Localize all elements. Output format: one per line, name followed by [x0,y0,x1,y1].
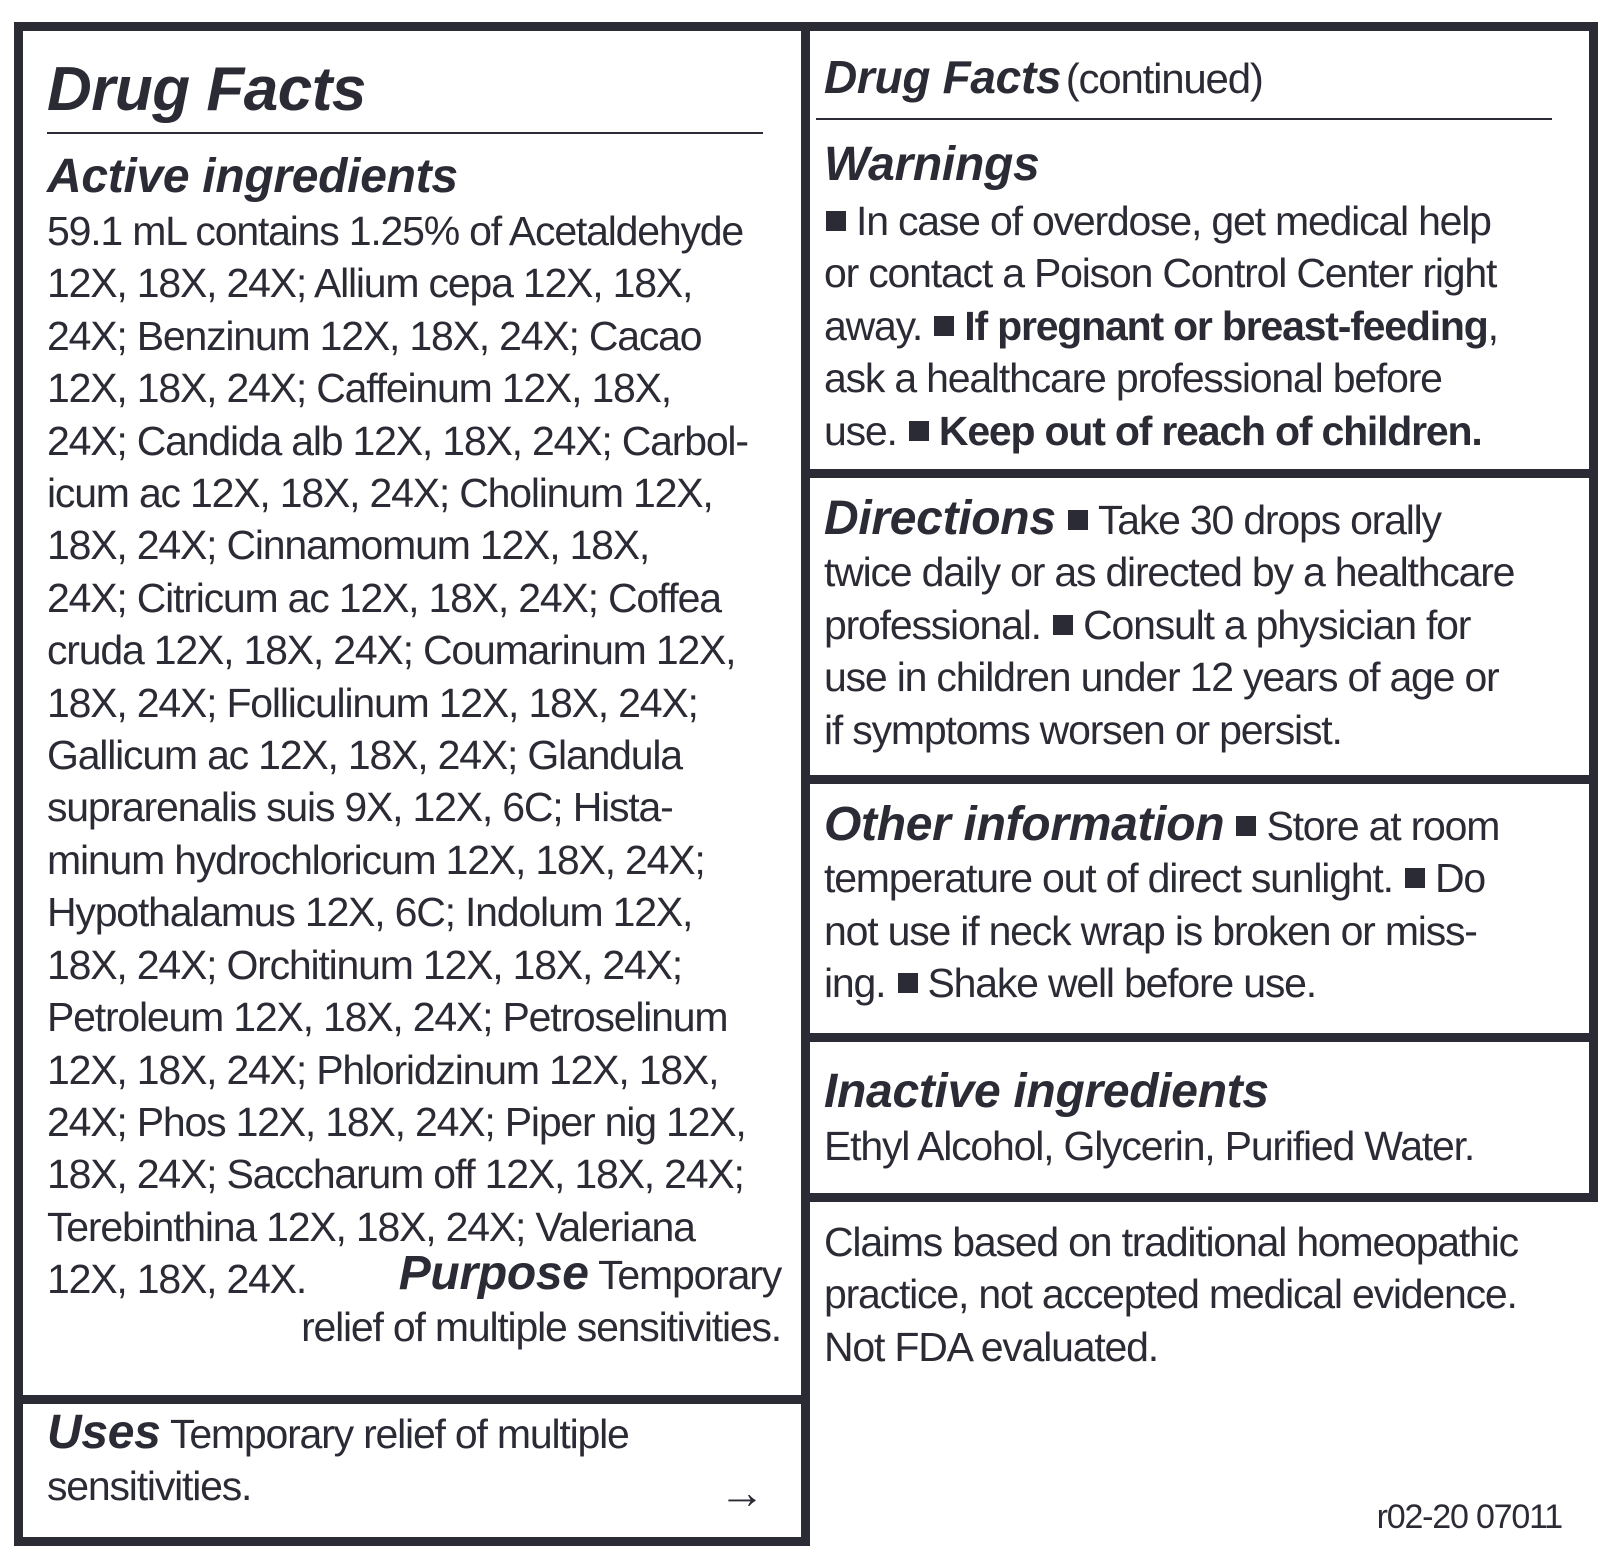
active-ingredient-line: 12X, 18X, 24X; Phloridzinum 12X, 18X, [47,1046,719,1093]
right-title-rule [816,118,1552,120]
active-ingredient-line: 59.1 mL contains 1.25% of Acetaldehyde [47,208,743,254]
active-ingredient-line: 12X, 18X, 24X; Allium cepa 12X, 18X, [47,260,693,307]
right-title-suffix: (continued) [1065,55,1263,102]
uses-heading: Uses [47,1406,161,1459]
warnings-heading: Warnings [824,138,1040,191]
active-ingredients-heading: Active ingredients [47,150,458,203]
active-ingredient-line: cruda 12X, 18X, 24X; Coumarinum 12X, [47,627,736,674]
label-code: r02-20 07011 [1376,1498,1562,1536]
directions-line-1: Take 30 drops orally [1097,497,1441,543]
bullet-icon [826,211,846,231]
active-ingredient-line: Gallicum ac 12X, 18X, 24X; Glandula [47,732,682,779]
directions-line-5: if symptoms worsen or persist. [824,706,1342,753]
active-ingredient-line: Terebinthina 12X, 18X, 24X; Valeriana [47,1203,695,1250]
warnings-section [810,31,1589,478]
purpose-text-1: Temporary [598,1252,781,1298]
warnings-line-1: In case of overdose, get medical help [856,198,1491,244]
right-title: Drug Facts [824,51,1062,103]
inactive-ingredients-text: Ethyl Alcohol, Glycerin, Purified Water. [824,1123,1475,1169]
inactive-ingredients-section [810,1042,1589,1193]
uses-block [47,1406,767,1518]
other-line-2b: Do [1434,855,1485,902]
bullet-icon [934,316,954,336]
active-ingredient-line: icum ac 12X, 18X, 24X; Cholinum 12X, [47,470,713,517]
directions-text [824,494,1514,756]
inactive-ingredients-heading: Inactive ingredients [824,1065,1269,1118]
purpose-block [301,1249,781,1354]
active-ingredient-line: 18X, 24X; Orchitinum 12X, 18X, 24X; [47,941,682,988]
continue-arrow-icon: → [719,1466,765,1518]
uses-text-1: Temporary relief of multiple [170,1411,629,1457]
warnings-line-3a: away. [824,302,923,349]
claims-line: Not FDA evaluated. [824,1323,1158,1370]
warnings-line-4: ask a healthcare professional before [824,355,1442,402]
claims-text [824,1216,1518,1373]
bullet-icon [1068,510,1088,530]
children-warning: Keep out of reach of children. [938,407,1482,454]
other-information-heading: Other information [824,798,1225,851]
other-line-2a: temperature out of direct sunlight. [824,855,1393,902]
left-drug-facts-panel [14,22,810,1404]
active-ingredient-line: Petroleum 12X, 18X, 24X; Petroselinum [47,994,728,1041]
bullet-icon [898,973,918,993]
left-title: Drug Facts [47,55,366,124]
bullet-icon [1053,615,1073,635]
directions-heading: Directions [824,492,1056,545]
claims-line: Claims based on traditional homeopathic [824,1219,1518,1265]
bullet-icon [1405,868,1425,888]
directions-line-2: twice daily or as directed by a healthcare [824,549,1515,596]
active-ingredient-line: 24X; Benzinum 12X, 18X, 24X; Cacao [47,312,702,359]
pregnant-warning: If pregnant or breast-feeding [964,302,1488,349]
warnings-comma: , [1487,302,1498,349]
other-line-1: Store at room [1266,803,1500,849]
active-ingredient-line: 24X; Candida alb 12X, 18X, 24X; Carbol- [47,417,748,464]
active-ingredients-text [47,205,787,1306]
bullet-icon [1236,816,1256,836]
right-title-line [824,53,1263,105]
active-ingredient-line: suprarenalis suis 9X, 12X, 6C; Hista- [47,784,673,831]
active-ingredient-line: 18X, 24X; Saccharum off 12X, 18X, 24X; [47,1151,744,1198]
warnings-line-2: or contact a Poison Control Center right [824,250,1497,297]
active-ingredient-line: 18X, 24X; Cinnamomum 12X, 18X, [47,522,650,569]
active-ingredient-line: 24X; Citricum ac 12X, 18X, 24X; Coffea [47,574,721,621]
uses-text-2: sensitivities. [47,1463,252,1510]
directions-line-4: use in children under 12 years of age or [824,654,1499,701]
title-rule [47,132,763,134]
active-ingredient-line: 24X; Phos 12X, 18X, 24X; Piper nig 12X, [47,1098,746,1145]
directions-line-3a: professional. [824,601,1041,648]
uses-panel [14,1395,810,1546]
other-information-section [810,784,1589,1042]
directions-section [810,478,1589,784]
other-line-4b: Shake well before use. [927,960,1316,1007]
active-ingredient-line: 12X, 18X, 24X. [47,1256,307,1303]
active-ingredient-line: Hypothalamus 12X, 6C; Indolum 12X, [47,889,693,936]
warnings-line-5a: use. [824,407,897,454]
active-ingredient-line: minum hydrochloricum 12X, 18X, 24X; [47,836,705,883]
active-ingredient-line: 12X, 18X, 24X; Caffeinum 12X, 18X, [47,365,671,412]
other-line-3: not use if neck wrap is broken or miss- [824,907,1477,954]
purpose-heading: Purpose [398,1247,589,1300]
purpose-text-2: relief of multiple sensitivities. [301,1304,781,1351]
other-information-text [824,800,1499,1010]
bullet-icon [909,421,929,441]
claims-line: practice, not accepted medical evidence. [824,1271,1517,1318]
directions-line-3b: Consult a physician for [1083,601,1471,648]
other-line-4a: ing. [824,960,886,1007]
right-drug-facts-panel [801,22,1598,1202]
warnings-text [824,195,1498,457]
active-ingredient-line: 18X, 24X; Folliculinum 12X, 18X, 24X; [47,679,698,726]
